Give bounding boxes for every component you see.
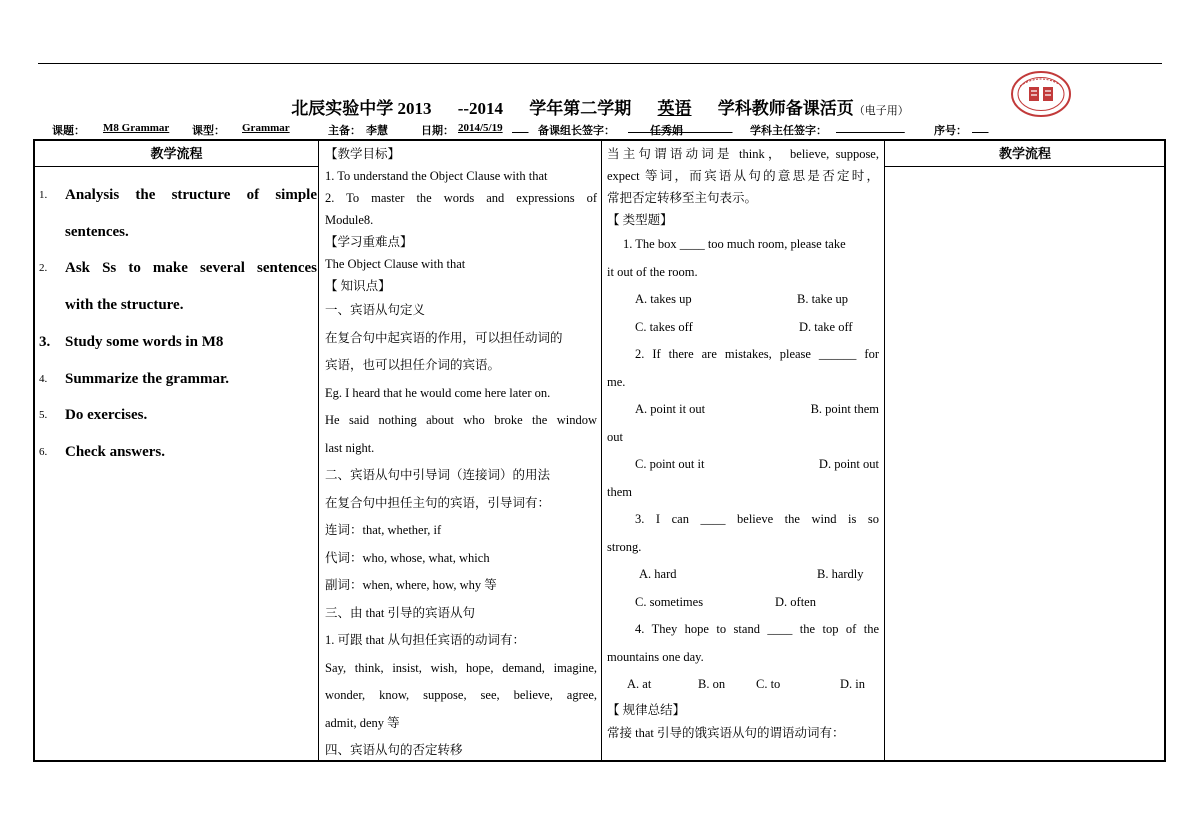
question-1-cont: it out of the room. — [607, 264, 698, 279]
title-school: 北辰实验中学 2013 — [291, 99, 432, 118]
conjunctions: 连词：that, whether, if — [325, 523, 442, 537]
right-column-header: 教学流程 — [998, 146, 1051, 161]
list-item: 2. Ask Ss to make several sentences — [39, 260, 317, 277]
knowledge-column — [325, 143, 597, 765]
pronouns: 代词：who, whose, what, which — [325, 550, 490, 565]
example-2-cont: last night. — [325, 440, 375, 455]
key-text: The Object Clause with that — [325, 257, 466, 271]
title-rest: 学科教师备课活页 — [717, 99, 854, 118]
goal-1: 1. To understand the Object Clause with that — [325, 169, 548, 183]
left-column-header: 教学流程 — [150, 146, 203, 161]
goal-heading: 【教学目标】 — [325, 147, 401, 161]
adverbs: 副词：when, where, how, why 等 — [325, 578, 497, 592]
seq-label: 序号： — [934, 125, 967, 137]
list-item: 6. Check answers. — [39, 443, 165, 460]
list-item: with the structure. — [65, 297, 184, 314]
knowledge-heading: 【 知识点】 — [325, 279, 391, 293]
section-3-title: 三、由 that 引导的宾语从句 — [325, 605, 475, 620]
topic-value: M8 Grammar — [103, 122, 170, 134]
rule-text: 常接 that 引导的饿宾语从句的谓语动词有： — [607, 725, 845, 740]
question-1-options: C. takes off D. take off — [635, 319, 853, 334]
question-4-cont: mountains one day. — [607, 649, 704, 664]
question-2-options: A. point it out B. point them — [635, 402, 879, 416]
verbs-list: admit, deny 等 — [325, 715, 400, 730]
section-2-text: 在复合句中担任主句的宾语，引导词有： — [325, 495, 551, 510]
type-value: Grammar — [242, 122, 290, 134]
lead-value: 李慧 — [366, 125, 388, 137]
title-term: 学年第二学期 — [529, 99, 632, 118]
goal-2: 2. To master the words and expressions of — [325, 191, 597, 205]
list-item: 4. Summarize the grammar. — [39, 370, 229, 387]
question-1-options: A. takes up B. take up — [635, 292, 849, 306]
verbs-list: Say, think, insist, wish, hope, demand, imagine, — [325, 660, 597, 675]
exercise-heading: 【 类型题】 — [607, 213, 673, 227]
question-1: 1. The box ____ too much room, please take — [623, 237, 846, 251]
section-1-title: 一、宾语从句定义 — [325, 303, 426, 317]
section-1-text: 在复合句中起宾语的作用，可以担任动词的 — [325, 330, 563, 345]
rule-heading: 【 规律总结】 — [607, 702, 686, 717]
group-sign-value: 任秀娟 — [650, 125, 683, 137]
negation-text: 常把否定转移至主句表示。 — [607, 191, 758, 205]
group-sign-label: 备课组长签字： — [538, 125, 615, 137]
list-item: sentences. — [65, 223, 129, 240]
title-year: --2014 — [457, 99, 504, 118]
list-item: 3. Study some words in M8 — [39, 333, 224, 350]
title-note: （电子用） — [853, 105, 909, 117]
verbs-list: wonder, know, suppose, see, believe, agree, — [325, 688, 597, 702]
title-subject: 英语 — [657, 99, 692, 118]
lead-label: 主备： — [328, 125, 361, 137]
question-3-options: A. hard B. hardly — [639, 567, 864, 581]
exercise-column — [607, 143, 879, 745]
date-value: 2014/5/19 — [458, 122, 503, 134]
question-2-options-cont: out — [607, 429, 623, 444]
section-4-title: 四、宾语从句的否定转移 — [325, 743, 463, 757]
section-2-title: 二、宾语从句中引导词（连接词）的用法 — [325, 468, 551, 482]
question-3-cont: strong. — [607, 539, 642, 554]
section-3-text: 1. 可跟 that 从句担任宾语的动词有： — [325, 633, 525, 647]
list-item: 1. Analysis the structure of simple — [39, 187, 317, 203]
type-label: 课型： — [192, 125, 225, 137]
question-3-options: C. sometimes D. often — [635, 594, 816, 609]
dept-sign-label: 学科主任签字： — [750, 125, 827, 137]
section-1-text: 宾语，也可以担任介词的宾语。 — [325, 358, 501, 372]
question-3: 3. I can ____ believe the wind is so — [635, 512, 879, 526]
question-2-options: C. point out it D. point out — [635, 457, 879, 471]
topic-label: 课题： — [52, 125, 85, 137]
negation-text: 当主句谓语动词是 think， believe, suppose, — [607, 147, 879, 161]
question-2-cont: me. — [607, 374, 626, 389]
question-2-options-cont: them — [607, 484, 632, 499]
example-1: Eg. I heard that he would come here later on. — [325, 385, 551, 400]
header-rule — [38, 63, 1162, 64]
question-2: 2. If there are mistakes, please ______ for — [635, 347, 879, 361]
list-item: 5. Do exercises. — [39, 407, 148, 424]
date-label: 日期： — [421, 125, 454, 137]
key-heading: 【学习重难点】 — [325, 235, 413, 249]
example-2: He said nothing about who broke the window — [325, 413, 597, 427]
teaching-procedure-list — [39, 177, 317, 471]
goal-2-cont: Module8. — [325, 213, 374, 227]
lesson-table — [33, 139, 1166, 762]
question-4-options: A. at B. on C. to D. in — [627, 677, 865, 691]
school-seal-logo — [1010, 70, 1072, 118]
question-4: 4. They hope to stand ____ the top of the — [635, 622, 879, 636]
negation-text: expect 等词，而宾语从句的意思是否定时， — [607, 169, 879, 183]
